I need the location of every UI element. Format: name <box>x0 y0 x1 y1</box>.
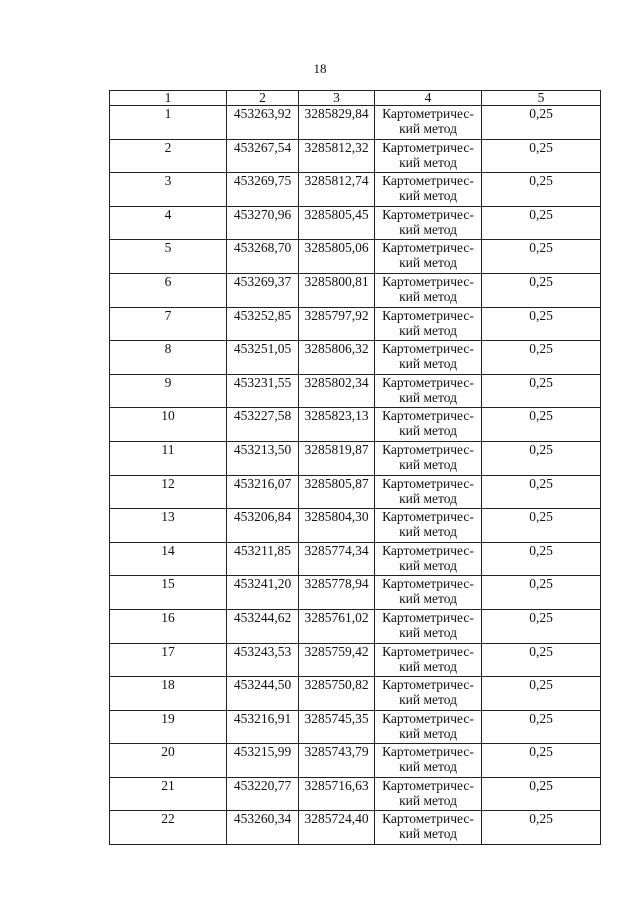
accuracy-cell: 0,25 <box>482 408 601 442</box>
table-row <box>110 509 601 543</box>
table-row <box>110 777 601 811</box>
method-text-line1: Картометричес- <box>382 475 474 491</box>
method-text-line2: кий метод <box>399 356 457 372</box>
y-coordinate-cell: 3285804,30 <box>299 509 375 543</box>
point-number-cell: 8 <box>110 341 227 375</box>
y-coordinate-cell: 3285805,87 <box>299 475 375 509</box>
x-coordinate-cell: 453206,84 <box>227 509 299 543</box>
method-cell <box>375 509 482 543</box>
point-number-cell: 19 <box>110 710 227 744</box>
method-text-line1: Картометричес- <box>382 643 474 659</box>
accuracy-cell: 0,25 <box>482 273 601 307</box>
accuracy-cell: 0,25 <box>482 643 601 677</box>
accuracy-cell: 0,25 <box>482 206 601 240</box>
x-coordinate-cell: 453231,55 <box>227 374 299 408</box>
method-text-line2: кий метод <box>399 389 457 405</box>
x-coordinate-cell: 453211,85 <box>227 542 299 576</box>
table-row <box>110 576 601 610</box>
method-text-line1: Картометричес- <box>382 374 474 390</box>
point-number-cell: 4 <box>110 206 227 240</box>
table-row <box>110 139 601 173</box>
x-coordinate-cell: 453216,07 <box>227 475 299 509</box>
table-row <box>110 441 601 475</box>
y-coordinate-cell: 3285778,94 <box>299 576 375 610</box>
method-text-line2: кий метод <box>399 792 457 808</box>
table-row <box>110 374 601 408</box>
method-text-line1: Картометричес- <box>382 441 474 457</box>
x-coordinate-cell: 453213,50 <box>227 441 299 475</box>
column-header-accuracy: 5 <box>482 91 601 106</box>
table-row <box>110 609 601 643</box>
accuracy-cell: 0,25 <box>482 744 601 778</box>
table-row <box>110 307 601 341</box>
point-number-cell: 16 <box>110 609 227 643</box>
accuracy-cell: 0,25 <box>482 341 601 375</box>
method-text-line2: кий метод <box>399 725 457 741</box>
x-coordinate-cell: 453243,53 <box>227 643 299 677</box>
method-cell <box>375 475 482 509</box>
x-coordinate-cell: 453215,99 <box>227 744 299 778</box>
method-text-line1: Картометричес- <box>382 341 474 357</box>
y-coordinate-cell: 3285819,87 <box>299 441 375 475</box>
method-text-line1: Картометричес- <box>382 408 474 424</box>
method-text-line1: Картометричес- <box>382 173 474 189</box>
point-number-cell: 15 <box>110 576 227 610</box>
accuracy-cell: 0,25 <box>482 240 601 274</box>
method-text-line1: Картометричес- <box>382 240 474 256</box>
x-coordinate-cell: 453251,05 <box>227 341 299 375</box>
method-cell <box>375 374 482 408</box>
y-coordinate-cell: 3285805,45 <box>299 206 375 240</box>
method-text-line1: Картометричес- <box>382 509 474 525</box>
x-coordinate-cell: 453263,92 <box>227 106 299 140</box>
accuracy-cell: 0,25 <box>482 777 601 811</box>
method-cell <box>375 777 482 811</box>
point-number-cell: 20 <box>110 744 227 778</box>
method-cell <box>375 542 482 576</box>
method-cell <box>375 240 482 274</box>
accuracy-cell: 0,25 <box>482 609 601 643</box>
x-coordinate-cell: 453270,96 <box>227 206 299 240</box>
point-number-cell: 18 <box>110 677 227 711</box>
method-cell <box>375 441 482 475</box>
table-row <box>110 206 601 240</box>
point-number-cell: 13 <box>110 509 227 543</box>
column-header-point-number: 1 <box>110 91 227 106</box>
accuracy-cell: 0,25 <box>482 307 601 341</box>
y-coordinate-cell: 3285774,34 <box>299 542 375 576</box>
y-coordinate-cell: 3285724,40 <box>299 811 375 845</box>
y-coordinate-cell: 3285805,06 <box>299 240 375 274</box>
accuracy-cell: 0,25 <box>482 811 601 845</box>
method-cell <box>375 744 482 778</box>
method-cell <box>375 811 482 845</box>
method-cell <box>375 408 482 442</box>
method-text-line2: кий метод <box>399 456 457 472</box>
accuracy-cell: 0,25 <box>482 475 601 509</box>
method-text-line2: кий метод <box>399 557 457 573</box>
table-row <box>110 542 601 576</box>
table-row <box>110 341 601 375</box>
method-text-line2: кий метод <box>399 524 457 540</box>
method-cell <box>375 273 482 307</box>
table-body <box>110 106 601 845</box>
method-text-line2: кий метод <box>399 591 457 607</box>
table-row <box>110 106 601 140</box>
y-coordinate-cell: 3285806,32 <box>299 341 375 375</box>
y-coordinate-cell: 3285716,63 <box>299 777 375 811</box>
method-cell <box>375 139 482 173</box>
x-coordinate-cell: 453260,34 <box>227 811 299 845</box>
method-text-line1: Картометричес- <box>382 744 474 760</box>
accuracy-cell: 0,25 <box>482 441 601 475</box>
method-cell <box>375 710 482 744</box>
table-header-row <box>110 91 601 106</box>
table-row <box>110 677 601 711</box>
x-coordinate-cell: 453220,77 <box>227 777 299 811</box>
table-row <box>110 744 601 778</box>
table-row <box>110 173 601 207</box>
point-number-cell: 21 <box>110 777 227 811</box>
table-row <box>110 475 601 509</box>
method-text-line2: кий метод <box>399 826 457 842</box>
x-coordinate-cell: 453268,70 <box>227 240 299 274</box>
table-row <box>110 408 601 442</box>
accuracy-cell: 0,25 <box>482 374 601 408</box>
table-row <box>110 643 601 677</box>
method-text-line2: кий метод <box>399 221 457 237</box>
method-text-line2: кий метод <box>399 692 457 708</box>
point-number-cell: 3 <box>110 173 227 207</box>
point-number-cell: 11 <box>110 441 227 475</box>
method-cell <box>375 576 482 610</box>
page-number: 18 <box>313 61 327 76</box>
method-cell <box>375 106 482 140</box>
method-text-line1: Картометричес- <box>382 307 474 323</box>
y-coordinate-cell: 3285761,02 <box>299 609 375 643</box>
method-text-line1: Картометричес- <box>382 106 474 121</box>
point-number-cell: 12 <box>110 475 227 509</box>
x-coordinate-cell: 453269,75 <box>227 173 299 207</box>
method-text-line2: кий метод <box>399 255 457 271</box>
x-coordinate-cell: 453241,20 <box>227 576 299 610</box>
point-number-cell: 17 <box>110 643 227 677</box>
column-header-y: 3 <box>299 91 375 106</box>
y-coordinate-cell: 3285759,42 <box>299 643 375 677</box>
method-text-line2: кий метод <box>399 490 457 506</box>
y-coordinate-cell: 3285797,92 <box>299 307 375 341</box>
table-row <box>110 811 601 845</box>
method-text-line2: кий метод <box>399 322 457 338</box>
accuracy-cell: 0,25 <box>482 710 601 744</box>
method-text-line1: Картометричес- <box>382 542 474 558</box>
accuracy-cell: 0,25 <box>482 542 601 576</box>
method-cell <box>375 341 482 375</box>
method-cell <box>375 307 482 341</box>
point-number-cell: 9 <box>110 374 227 408</box>
x-coordinate-cell: 453227,58 <box>227 408 299 442</box>
y-coordinate-cell: 3285802,34 <box>299 374 375 408</box>
coordinates-table <box>109 90 601 845</box>
table-row <box>110 710 601 744</box>
method-text-line1: Картометричес- <box>382 609 474 625</box>
y-coordinate-cell: 3285750,82 <box>299 677 375 711</box>
method-text-line1: Картометричес- <box>382 273 474 289</box>
x-coordinate-cell: 453244,62 <box>227 609 299 643</box>
point-number-cell: 2 <box>110 139 227 173</box>
point-number-cell: 10 <box>110 408 227 442</box>
accuracy-cell: 0,25 <box>482 173 601 207</box>
x-coordinate-cell: 453252,85 <box>227 307 299 341</box>
accuracy-cell: 0,25 <box>482 576 601 610</box>
point-number-cell: 1 <box>110 106 227 140</box>
accuracy-cell: 0,25 <box>482 106 601 140</box>
y-coordinate-cell: 3285829,84 <box>299 106 375 140</box>
method-text-line2: кий метод <box>399 154 457 170</box>
point-number-cell: 22 <box>110 811 227 845</box>
method-text-line2: кий метод <box>399 288 457 304</box>
method-text-line1: Картометричес- <box>382 710 474 726</box>
y-coordinate-cell: 3285743,79 <box>299 744 375 778</box>
method-cell <box>375 677 482 711</box>
x-coordinate-cell: 453269,37 <box>227 273 299 307</box>
method-text-line2: кий метод <box>399 658 457 674</box>
column-header-method: 4 <box>375 91 482 106</box>
method-cell <box>375 206 482 240</box>
accuracy-cell: 0,25 <box>482 677 601 711</box>
method-cell <box>375 643 482 677</box>
method-text-line2: кий метод <box>399 624 457 640</box>
table-row <box>110 273 601 307</box>
method-text-line1: Картометричес- <box>382 206 474 222</box>
point-number-cell: 5 <box>110 240 227 274</box>
method-text-line1: Картометричес- <box>382 811 474 827</box>
point-number-cell: 7 <box>110 307 227 341</box>
method-text-line2: кий метод <box>399 188 457 204</box>
y-coordinate-cell: 3285823,13 <box>299 408 375 442</box>
point-number-cell: 14 <box>110 542 227 576</box>
method-text-line1: Картометричес- <box>382 139 474 155</box>
method-text-line2: кий метод <box>399 121 457 136</box>
method-text-line2: кий метод <box>399 759 457 775</box>
accuracy-cell: 0,25 <box>482 509 601 543</box>
method-cell <box>375 609 482 643</box>
method-text-line1: Картометричес- <box>382 777 474 793</box>
x-coordinate-cell: 453267,54 <box>227 139 299 173</box>
y-coordinate-cell: 3285812,74 <box>299 173 375 207</box>
x-coordinate-cell: 453216,91 <box>227 710 299 744</box>
method-cell <box>375 173 482 207</box>
accuracy-cell: 0,25 <box>482 139 601 173</box>
method-text-line2: кий метод <box>399 423 457 439</box>
point-number-cell: 6 <box>110 273 227 307</box>
method-text-line1: Картометричес- <box>382 576 474 592</box>
y-coordinate-cell: 3285800,81 <box>299 273 375 307</box>
x-coordinate-cell: 453244,50 <box>227 677 299 711</box>
y-coordinate-cell: 3285812,32 <box>299 139 375 173</box>
method-text-line1: Картометричес- <box>382 677 474 693</box>
table-row <box>110 240 601 274</box>
column-header-x: 2 <box>227 91 299 106</box>
y-coordinate-cell: 3285745,35 <box>299 710 375 744</box>
